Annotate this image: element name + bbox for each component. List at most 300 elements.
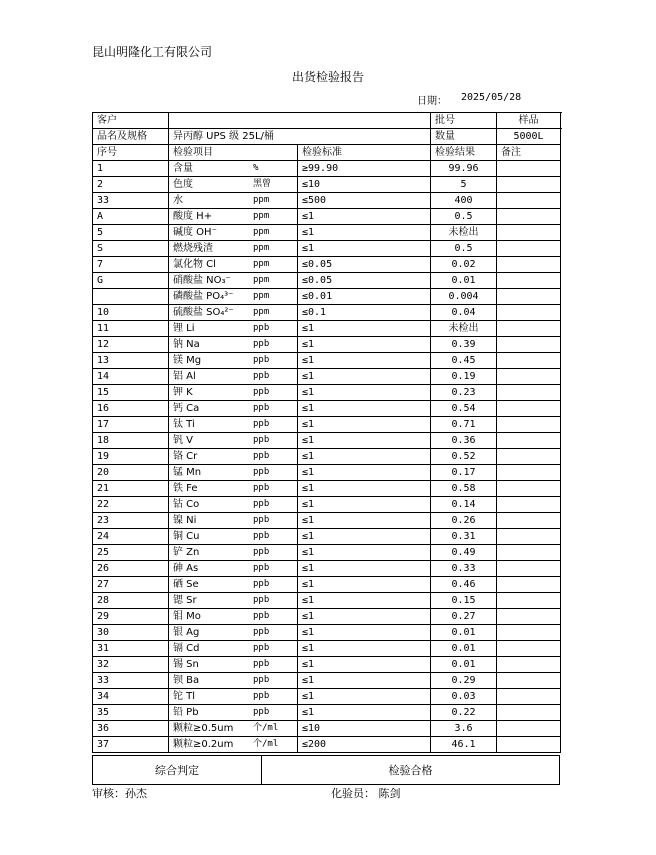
item-name: 砷 As (173, 562, 199, 574)
row-seq: 27 (93, 577, 169, 593)
row-result: 0.31 (431, 529, 497, 545)
row-remark (497, 705, 561, 721)
row-seq: 16 (93, 401, 169, 417)
page-title: 出货检验报告 (291, 70, 364, 84)
row-seq: 10 (93, 305, 169, 321)
row-standard: ≤1 (298, 449, 431, 465)
row-remark (497, 321, 561, 337)
item-name: 硝酸盐 NO₃⁻ (173, 274, 231, 286)
row-standard: ≤1 (298, 481, 431, 497)
row-standard: ≤1 (298, 337, 431, 353)
item-unit: ppb (253, 499, 270, 509)
row-seq: 31 (93, 641, 169, 657)
row-result: 0.01 (431, 273, 497, 289)
table-row (93, 225, 561, 241)
row-remark (497, 257, 561, 273)
row-item (169, 433, 298, 449)
row-seq: 33 (93, 193, 169, 209)
seq-header: 序号 (93, 145, 169, 161)
item-name: 铁 Fe (173, 482, 198, 494)
table-row (93, 673, 561, 689)
row-item (169, 337, 298, 353)
row-result: 未检出 (431, 225, 497, 241)
table-row (93, 321, 561, 337)
row-seq: 18 (93, 433, 169, 449)
item-unit: ppb (253, 435, 270, 445)
row-item (169, 545, 298, 561)
row-standard: ≤1 (298, 369, 431, 385)
row-standard: ≤1 (298, 241, 431, 257)
row-standard: ≤1 (298, 529, 431, 545)
row-result: 0.004 (431, 289, 497, 305)
item-header: 检验项目 (169, 145, 298, 161)
row-item (169, 353, 298, 369)
row-item (169, 737, 298, 753)
row-seq: 19 (93, 449, 169, 465)
item-name: 酸度 H+ (173, 210, 213, 222)
table-row (93, 385, 561, 401)
row-item (169, 289, 298, 305)
row-result: 99.96 (431, 161, 497, 177)
batch-label: 批号 (431, 113, 497, 129)
row-result: 0.45 (431, 353, 497, 369)
table-row (93, 257, 561, 273)
customer-row (93, 113, 561, 129)
table-row (93, 353, 561, 369)
row-seq: 30 (93, 625, 169, 641)
item-name: 锂 Li (173, 322, 195, 334)
table-row (93, 657, 561, 673)
item-unit: ppb (253, 707, 270, 717)
item-unit: ppm (253, 259, 270, 269)
table-row (93, 177, 561, 193)
row-item (169, 609, 298, 625)
item-name: 铬 Cr (173, 450, 198, 462)
row-item (169, 529, 298, 545)
item-unit: ppb (253, 595, 270, 605)
row-item (169, 641, 298, 657)
row-remark (497, 433, 561, 449)
row-item (169, 369, 298, 385)
row-remark (497, 305, 561, 321)
row-item (169, 721, 298, 737)
row-item (169, 257, 298, 273)
row-standard: ≤500 (298, 193, 431, 209)
row-remark (497, 385, 561, 401)
row-remark (497, 209, 561, 225)
item-name: 锡 Sn (173, 658, 199, 670)
row-standard: ≤1 (298, 465, 431, 481)
row-seq: A (93, 209, 169, 225)
row-result: 0.01 (431, 625, 497, 641)
item-name: 镁 Mg (173, 354, 202, 366)
item-unit: ppb (253, 659, 270, 669)
row-standard: ≤10 (298, 721, 431, 737)
row-seq: 25 (93, 545, 169, 561)
item-name: 铝 Al (173, 370, 196, 382)
row-seq: 26 (93, 561, 169, 577)
row-item (169, 241, 298, 257)
table-row (93, 449, 561, 465)
table-row (93, 609, 561, 625)
item-unit: ppb (253, 467, 270, 477)
item-unit: 个/ml (253, 723, 279, 733)
item-name: 水 (173, 194, 183, 206)
row-seq: 28 (93, 593, 169, 609)
item-unit: ppb (253, 675, 270, 685)
table-row (93, 337, 561, 353)
item-unit: ppm (253, 291, 270, 301)
row-standard: ≤1 (298, 673, 431, 689)
item-unit: ppm (253, 243, 270, 253)
row-standard: ≤1 (298, 625, 431, 641)
table-row (93, 561, 561, 577)
row-seq: S (93, 241, 169, 257)
row-result: 0.39 (431, 337, 497, 353)
item-name: 铲 Zn (173, 546, 200, 558)
row-remark (497, 513, 561, 529)
row-seq: 11 (93, 321, 169, 337)
item-unit: % (253, 163, 259, 173)
item-unit: ppm (253, 195, 270, 205)
row-result: 0.33 (431, 561, 497, 577)
row-seq: 15 (93, 385, 169, 401)
row-standard: ≤0.05 (298, 257, 431, 273)
row-standard: ≤1 (298, 321, 431, 337)
column-header-row (93, 145, 561, 161)
row-result: 0.52 (431, 449, 497, 465)
table-row (93, 417, 561, 433)
item-unit: ppb (253, 547, 270, 557)
row-item (169, 161, 298, 177)
item-name: 钛 Ti (173, 418, 195, 430)
row-result: 0.46 (431, 577, 497, 593)
item-name: 磷酸盐 PO₄³⁻ (173, 290, 234, 302)
row-result: 0.5 (431, 209, 497, 225)
item-unit: ppb (253, 339, 270, 349)
row-result: 0.19 (431, 369, 497, 385)
row-result: 400 (431, 193, 497, 209)
row-item (169, 225, 298, 241)
row-standard: ≤1 (298, 401, 431, 417)
table-row (93, 737, 561, 753)
qty-value: 5000L (497, 129, 561, 145)
item-name: 钡 Ba (173, 674, 200, 686)
item-unit: ppb (253, 419, 270, 429)
row-seq: 20 (93, 465, 169, 481)
row-item (169, 673, 298, 689)
row-result: 0.01 (431, 641, 497, 657)
item-name: 硒 Se (173, 578, 199, 590)
row-remark (497, 369, 561, 385)
row-remark (497, 529, 561, 545)
item-name: 锶 Sr (173, 594, 197, 606)
customer-label: 客户 (93, 113, 169, 129)
row-seq: 32 (93, 657, 169, 673)
item-unit: ppm (253, 307, 270, 317)
row-remark (497, 161, 561, 177)
row-remark (497, 193, 561, 209)
row-result: 46.1 (431, 737, 497, 753)
row-standard: ≤0.05 (298, 273, 431, 289)
row-seq: 2 (93, 177, 169, 193)
row-item (169, 657, 298, 673)
item-name: 银 Ag (173, 626, 200, 638)
row-item (169, 593, 298, 609)
item-unit: ppb (253, 483, 270, 493)
row-remark (497, 497, 561, 513)
row-result: 0.26 (431, 513, 497, 529)
row-seq: G (93, 273, 169, 289)
row-remark (497, 417, 561, 433)
inspection-table (92, 112, 561, 753)
table-row (93, 209, 561, 225)
row-standard: ≤200 (298, 737, 431, 753)
row-item (169, 465, 298, 481)
row-standard: ≤1 (298, 641, 431, 657)
row-result: 0.22 (431, 705, 497, 721)
product-row (93, 129, 561, 145)
row-result: 未检出 (431, 321, 497, 337)
customer-value (169, 113, 431, 129)
row-result: 0.03 (431, 689, 497, 705)
item-name: 钼 Mo (173, 610, 201, 622)
auditor-label: 审核：孙杰 (92, 787, 147, 800)
row-result: 0.04 (431, 305, 497, 321)
row-standard: ≤1 (298, 593, 431, 609)
row-seq (93, 289, 169, 305)
row-result: 0.49 (431, 545, 497, 561)
item-name: 碱度 OH⁻ (173, 226, 217, 238)
table-row (93, 705, 561, 721)
item-name: 钠 Na (173, 338, 200, 350)
table-row (93, 625, 561, 641)
row-standard: ≤1 (298, 513, 431, 529)
row-seq: 36 (93, 721, 169, 737)
row-standard: ≤1 (298, 209, 431, 225)
row-standard: ≤1 (298, 225, 431, 241)
row-seq: 29 (93, 609, 169, 625)
row-standard: ≤1 (298, 497, 431, 513)
item-name: 燃烧残渣 (173, 242, 213, 254)
row-standard: ≥99.90 (298, 161, 431, 177)
row-seq: 13 (93, 353, 169, 369)
row-result: 3.6 (431, 721, 497, 737)
table-row (93, 641, 561, 657)
row-seq: 37 (93, 737, 169, 753)
row-standard: ≤0.1 (298, 305, 431, 321)
item-name: 钒 V (173, 434, 194, 446)
row-remark (497, 545, 561, 561)
row-item (169, 305, 298, 321)
table-row (93, 481, 561, 497)
item-unit: ppm (253, 211, 270, 221)
row-result: 0.14 (431, 497, 497, 513)
row-standard: ≤1 (298, 561, 431, 577)
row-item (169, 625, 298, 641)
row-result: 0.5 (431, 241, 497, 257)
item-name: 颗粒≥0.5um (173, 722, 234, 734)
row-item (169, 385, 298, 401)
row-remark (497, 289, 561, 305)
result-header: 检验结果 (431, 145, 497, 161)
item-unit: ppb (253, 371, 270, 381)
row-seq: 21 (93, 481, 169, 497)
row-item (169, 449, 298, 465)
row-remark (497, 721, 561, 737)
item-unit: ppb (253, 403, 270, 413)
item-unit: ppb (253, 323, 270, 333)
item-name: 镉 Cd (173, 642, 200, 654)
row-result: 0.29 (431, 673, 497, 689)
item-unit: ppm (253, 275, 270, 285)
row-seq: 5 (93, 225, 169, 241)
item-unit: ppb (253, 355, 270, 365)
item-name: 氯化物 Cl (173, 258, 216, 270)
item-name: 钾 K (173, 386, 193, 398)
row-seq: 34 (93, 689, 169, 705)
row-remark (497, 737, 561, 753)
row-remark (497, 561, 561, 577)
item-name: 铜 Cu (173, 530, 200, 542)
row-standard: ≤0.01 (298, 289, 431, 305)
row-result: 0.54 (431, 401, 497, 417)
item-unit: ppb (253, 451, 270, 461)
table-row (93, 273, 561, 289)
row-item (169, 177, 298, 193)
date-value: 2025/05/28 (461, 92, 522, 103)
row-seq: 33 (93, 673, 169, 689)
item-name: 含量 (173, 162, 193, 174)
row-item (169, 513, 298, 529)
table-row (93, 465, 561, 481)
row-item (169, 321, 298, 337)
row-remark (497, 689, 561, 705)
row-remark (497, 241, 561, 257)
item-unit: ppb (253, 691, 270, 701)
table-row (93, 161, 561, 177)
table-row (93, 193, 561, 209)
item-unit: ppb (253, 579, 270, 589)
table-row (93, 529, 561, 545)
row-item (169, 209, 298, 225)
row-result: 0.01 (431, 657, 497, 673)
row-standard: ≤1 (298, 705, 431, 721)
row-seq: 12 (93, 337, 169, 353)
item-name: 色度 (173, 178, 193, 190)
row-seq: 1 (93, 161, 169, 177)
row-standard: ≤10 (298, 177, 431, 193)
row-item (169, 417, 298, 433)
row-standard: ≤1 (298, 545, 431, 561)
row-result: 0.23 (431, 385, 497, 401)
row-item (169, 193, 298, 209)
item-name: 钴 Co (173, 498, 200, 510)
item-unit: 个/ml (253, 739, 279, 749)
row-seq: 35 (93, 705, 169, 721)
product-value: 异丙醇 UPS 级 25L/桶 (169, 129, 431, 145)
row-remark (497, 465, 561, 481)
row-standard: ≤1 (298, 609, 431, 625)
chemist-label: 化验员： 陈剑 (331, 787, 401, 800)
row-remark (497, 641, 561, 657)
row-remark (497, 609, 561, 625)
row-item (169, 497, 298, 513)
row-seq: 7 (93, 257, 169, 273)
batch-value: 样品 (497, 113, 561, 129)
row-remark (497, 177, 561, 193)
judgement-label: 综合判定 (93, 756, 262, 785)
row-remark (497, 593, 561, 609)
row-remark (497, 449, 561, 465)
row-item (169, 273, 298, 289)
item-unit: ppb (253, 531, 270, 541)
table-row (93, 545, 561, 561)
row-remark (497, 625, 561, 641)
table-row (93, 241, 561, 257)
item-name: 铅 Pb (173, 706, 199, 718)
item-name: 硫酸盐 SO₄²⁻ (173, 306, 234, 318)
standard-header: 检验标准 (298, 145, 431, 161)
item-unit: ppb (253, 387, 270, 397)
item-unit: 黑曾 (253, 179, 272, 189)
table-row (93, 593, 561, 609)
row-remark (497, 577, 561, 593)
row-remark (497, 481, 561, 497)
item-name: 镍 Ni (173, 514, 197, 526)
table-row (93, 369, 561, 385)
item-unit: ppm (253, 227, 270, 237)
table-row (93, 721, 561, 737)
row-remark (497, 337, 561, 353)
table-row (93, 305, 561, 321)
item-unit: ppb (253, 611, 270, 621)
row-result: 0.02 (431, 257, 497, 273)
row-item (169, 705, 298, 721)
row-remark (497, 273, 561, 289)
row-remark (497, 225, 561, 241)
row-result: 0.17 (431, 465, 497, 481)
row-standard: ≤1 (298, 657, 431, 673)
row-remark (497, 673, 561, 689)
row-standard: ≤1 (298, 417, 431, 433)
item-unit: ppb (253, 563, 270, 573)
row-result: 0.36 (431, 433, 497, 449)
row-result: 0.15 (431, 593, 497, 609)
row-item (169, 401, 298, 417)
product-label: 品名及规格 (93, 129, 169, 145)
item-unit: ppb (253, 643, 270, 653)
qty-label: 数量 (431, 129, 497, 145)
table-row (93, 513, 561, 529)
row-remark (497, 657, 561, 673)
row-seq: 23 (93, 513, 169, 529)
row-seq: 22 (93, 497, 169, 513)
row-result: 5 (431, 177, 497, 193)
row-standard: ≤1 (298, 689, 431, 705)
row-seq: 17 (93, 417, 169, 433)
date-label: 日期： (417, 96, 447, 107)
table-row (93, 401, 561, 417)
row-seq: 14 (93, 369, 169, 385)
row-item (169, 577, 298, 593)
table-row (93, 289, 561, 305)
row-seq: 24 (93, 529, 169, 545)
table-row (93, 497, 561, 513)
table-row (93, 577, 561, 593)
judgement-value: 检验合格 (262, 756, 560, 785)
row-item (169, 561, 298, 577)
